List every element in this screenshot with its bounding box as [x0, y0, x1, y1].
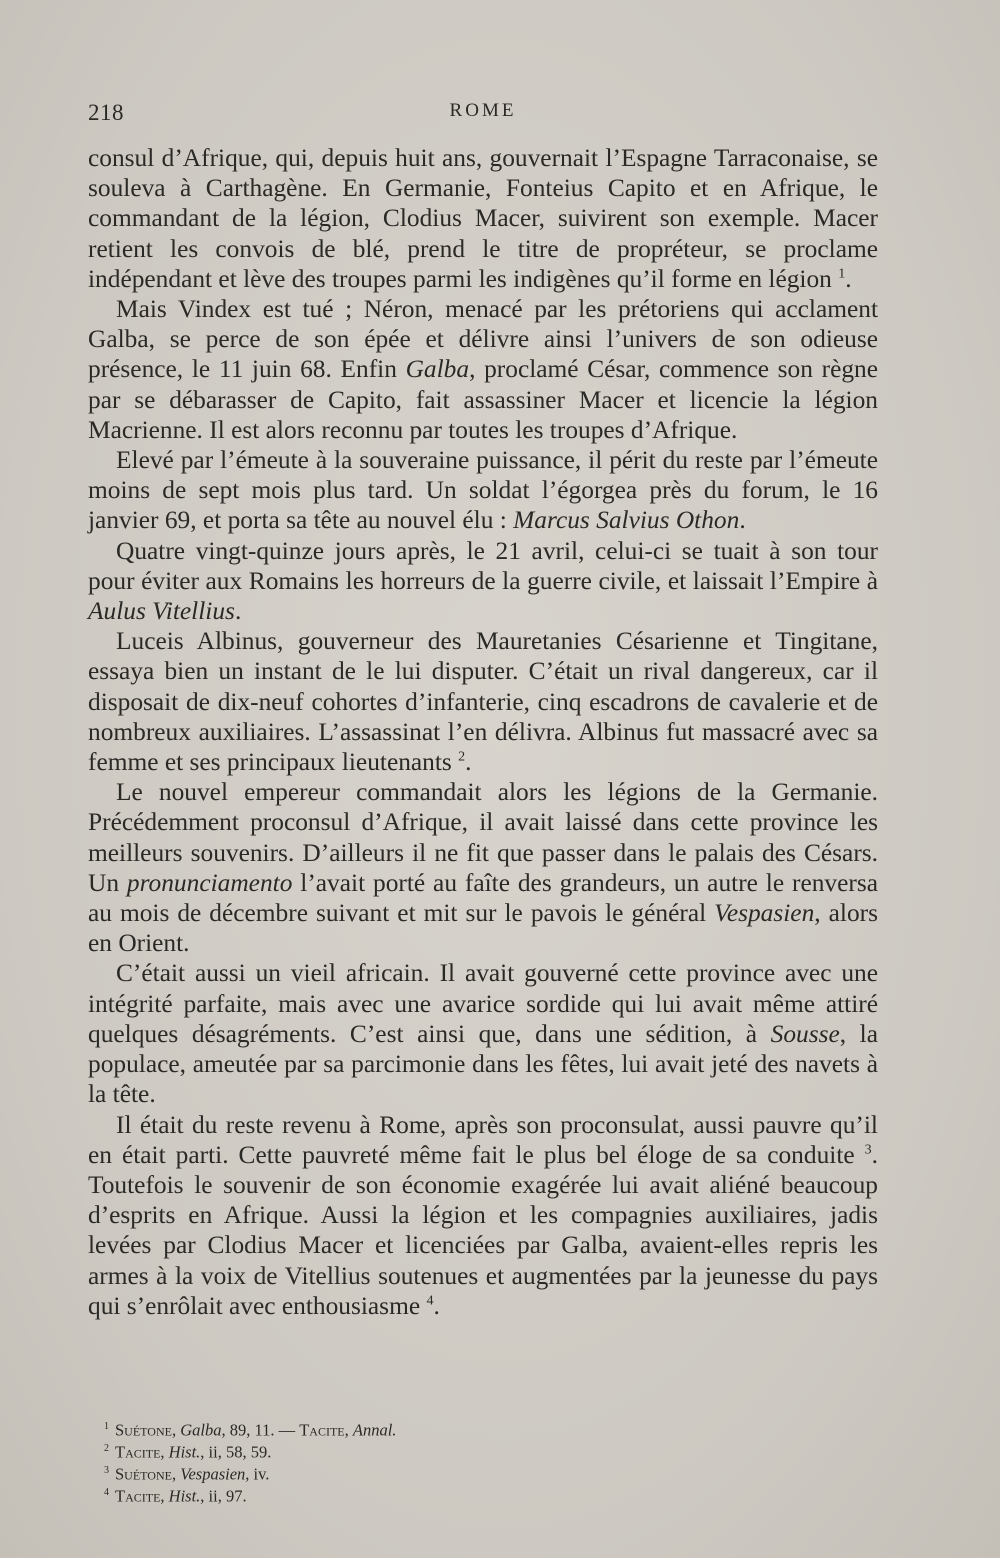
small-caps-text: Tacite	[115, 1442, 161, 1462]
footnote	[104, 1418, 804, 1440]
text-run: Elevé par l’émeute à la souveraine puissance, il périt du reste par l’émeute moins de sept mois plus tard. Un soldat l’égorgea près du forum, le 16 janvier 69, et porta sa tête au nouvel élu :	[88, 446, 878, 535]
text-run: , alors en Orient.	[88, 899, 878, 958]
text-run: , ii, 58, 59.	[200, 1442, 272, 1462]
text-run: .	[739, 506, 746, 535]
text-run: ,	[171, 1464, 181, 1484]
footnotes	[104, 1418, 804, 1506]
italic-text: pronunciamento	[126, 868, 293, 897]
footnote-mark: 2	[104, 1442, 109, 1454]
paragraph	[88, 445, 878, 536]
italic-text: Vespasien	[180, 1464, 246, 1484]
page-number: 218	[88, 100, 124, 125]
paragraph	[88, 294, 878, 445]
small-caps-text: Suétone	[115, 1464, 172, 1484]
italic-text: Aulus Vitellius	[88, 597, 235, 626]
text-run: , 89, 11. —	[221, 1420, 300, 1440]
text-run: , proclamé César, commence son règne par se débarasser de Capito, fait assassiner Macer et licencie la légion Macrienne. Il est alors reconnu par toutes les troupes d’Afrique.	[88, 355, 878, 444]
footnote-reference: 4	[426, 1293, 434, 1309]
footnote-reference: 1	[838, 266, 846, 282]
body-text	[88, 143, 878, 1321]
text-run: .	[234, 597, 242, 626]
small-caps-text: Tacite	[115, 1486, 161, 1506]
italic-text: Annal.	[352, 1420, 397, 1440]
text-run: ,	[160, 1486, 169, 1506]
italic-text: Sousse	[770, 1019, 840, 1048]
small-caps-text: Tacite	[299, 1420, 345, 1440]
text-run: . Toutefois le souvenir de son économie exagérée lui avait aliéné beaucoup d’esprits en Afrique. Aussi la légion et les compagnies auxiliaires, jadis levées par Clodius Macer et licenciées par Galba, avaient-elles repris les armes à la voix de Vitellius soutenues et augmentées par la jeunesse du pays qui s’enrôlait avec enthousiasme	[88, 1140, 878, 1320]
text-run: .	[433, 1291, 440, 1320]
text-run: Mais Vindex est tué ; Néron, menacé par les prétoriens qui acclament Galba, se perce de son épée et délivre ainsi l’univers de son odieuse présence, le 11 juin 68. Enfin	[88, 295, 878, 384]
text-run: Il était du reste revenu à Rome, après son proconsulat, aussi pauvre qu’il en était parti. Cette pauvreté même fait le plus bel éloge de sa conduite	[88, 1110, 878, 1169]
text-run: consul d’Afrique, qui, depuis huit ans, gouvernait l’Espagne Tarraconaise, se souleva à Carthagène. En Germanie, Fonteius Capito et en Afrique, le commandant de la légion, Clodius Macer, suivirent son exemple. Macer retient les convois de blé, prend le titre de propréteur, se proclame indépendant et lève des troupes parmi les indigènes qu’il forme en légion	[88, 144, 878, 293]
footnote-reference: 3	[864, 1142, 872, 1158]
paragraph	[88, 626, 878, 777]
text-run: C’était aussi un vieil africain. Il avait gouverné cette province avec une intégrité parfaite, mais avec une avarice sordide qui lui avait même attiré quelques désagréments. C’est ainsi que, dans une sédition, à	[88, 959, 878, 1048]
text-run: ,	[344, 1420, 353, 1440]
paragraph	[88, 1110, 878, 1321]
italic-text: Vespasien	[714, 899, 815, 928]
text-run: ,	[160, 1442, 169, 1462]
text-run: , iv.	[245, 1464, 270, 1484]
small-caps-text: Suétone	[115, 1420, 172, 1440]
italic-text: Galba	[405, 355, 470, 384]
footnote-reference: 2	[458, 749, 466, 765]
paragraph	[88, 536, 878, 627]
text-run: l’avait porté au faîte des grandeurs, un autre le renversa au mois de décembre suivant et mit sur le pavois le général	[88, 868, 878, 928]
footnote-mark: 4	[104, 1486, 109, 1498]
italic-text: Hist.	[168, 1442, 201, 1462]
running-head: ROME	[449, 100, 517, 121]
page-header	[88, 100, 878, 132]
text-run: , la populace, ameutée par sa parcimonie dans les fêtes, lui avait jeté des navets à la tête.	[88, 1019, 878, 1109]
footnote-mark: 3	[104, 1464, 109, 1476]
footnote-mark: 1	[104, 1421, 109, 1432]
text-run: Luceis Albinus, gouverneur des Mauretanies Césarienne et Tingitane, essaya bien un instant de le lui disputer. C’était un rival dangereux, car il disposait de dix-neuf cohortes d’infanterie, cinq escadrons de cavalerie et de nombreux auxiliaires. L’assassinat l’en délivra. Albinus fut massacré avec sa femme et ses principaux lieutenants	[88, 627, 878, 777]
paragraph	[88, 958, 878, 1109]
footnote	[104, 1440, 804, 1462]
text-run: ,	[171, 1420, 181, 1440]
text-run: , ii, 97.	[200, 1486, 247, 1506]
paragraph	[88, 777, 878, 958]
text-run: Quatre vingt-quinze jours après, le 21 avril, celui-ci se tuait à son tour pour éviter aux Romains les horreurs de la guerre civile, et laissait l’Empire à	[88, 536, 878, 595]
text-run: .	[465, 748, 472, 777]
footnote	[104, 1462, 804, 1484]
italic-text: Marcus Salvius Othon	[513, 506, 740, 535]
italic-text: Galba	[180, 1420, 222, 1440]
text-run: Le nouvel empereur commandait alors les légions de la Germanie. Précédemment proconsul d’Afrique, il avait laissé dans cette province les meilleurs souvenirs. D’ailleurs il ne fit que passer dans le palais des Césars. Un	[88, 778, 878, 897]
text-run: .	[845, 264, 852, 293]
paragraph	[88, 143, 878, 294]
italic-text: Hist.	[168, 1486, 201, 1506]
footnote	[104, 1484, 804, 1506]
